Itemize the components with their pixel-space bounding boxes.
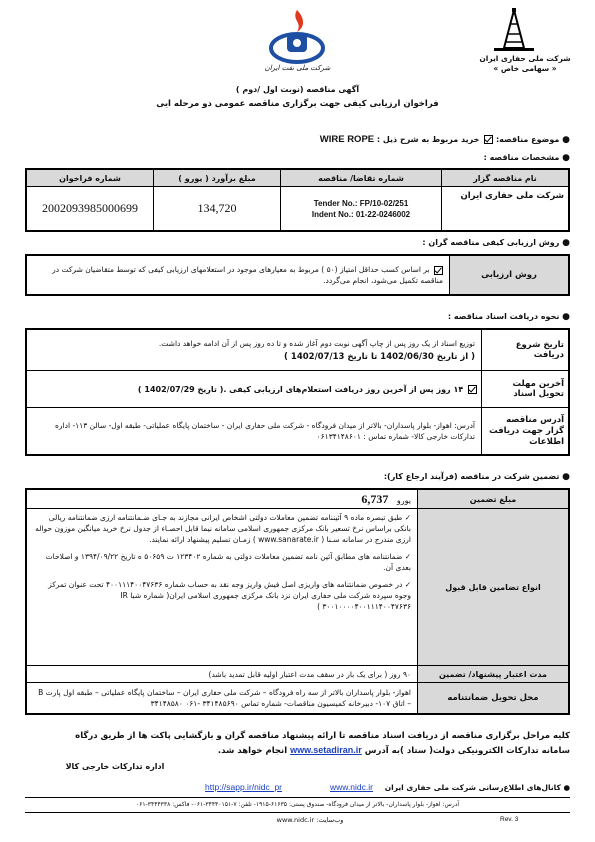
footer-divider-2 bbox=[25, 812, 570, 813]
start-title: تاریخ شروع دریافت bbox=[482, 329, 570, 371]
evaluation-text-cell bbox=[26, 255, 450, 295]
estimate-cell: 134,720 bbox=[154, 187, 281, 232]
table-row bbox=[26, 371, 569, 408]
company-name-line1: شرکت ملی حفاری ایران bbox=[479, 54, 571, 63]
guarantee-type-3: در خصوص ضمانتنامه های واریزی اصل فیش واریز وجه نقد به حساب شماره ۴۰۰۱۱۱۴۰۰۴۷۶۳۶ تحت عنوان تمرکز وجوه سپرده شرکت ملی حفاری ایران نزد بانک مرکزی جمهوری اسلامی ایران( شماره شبا IR ۳۰۰۱۰۰۰۰۴۰۰۱۱۱۴۰۰۴۷۶۳۶ ) bbox=[48, 580, 411, 611]
footer-website: وب‌سایت: www.nidc.ir bbox=[276, 816, 344, 824]
list-item: ✓ در خصوص ضمانتنامه های واریزی اصل فیش واریز وجه نقد به حساب شماره ۴۰۰۱۱۱۴۰۰۴۷۶۳۶ تحت عنوان تمرکز وجوه سپرده شرکت ملی حفاری ایران نزد بانک مرکزی جمهوری اسلامی ایران( شماره شبا IR ۳۰۰۱۰۰۰۰۴۰۰۱۱۱۴۰۰۴۷۶۳۶ ) bbox=[48, 580, 411, 611]
receipt-table bbox=[25, 328, 570, 456]
bullet-icon: ● bbox=[562, 472, 570, 482]
page-title: فراخوان ارزیابی کیفی جهت برگزاری مناقصه عمومی دو مرحله ایی bbox=[156, 99, 439, 109]
bullet-icon: ● bbox=[562, 153, 570, 163]
subject-line bbox=[200, 134, 570, 145]
bullet-icon: ● bbox=[562, 238, 570, 248]
validity-title: مدت اعتبار پیشنهاد/ تضمین bbox=[418, 666, 570, 683]
checkbox-checked-icon bbox=[434, 266, 443, 275]
checkbox-checked-icon bbox=[484, 135, 493, 144]
deadline-title: آخرین مهلت تحویل اسناد bbox=[482, 371, 570, 408]
signature: اداره تدارکات خارجی کالا bbox=[65, 762, 165, 771]
footer-address: آدرس: اهواز- بلوار پاسداران- بالاتر از میدان فرودگاه- صندوق پستی: ۶۱۶۳۵-۱۹۱۵- تلفن: ۷-۳۴۴۴۰۱۵۱-۰۶۱- فاکس: ۳۴۴۴۳۳۸-۰۶۱ bbox=[135, 801, 460, 808]
start-cell bbox=[26, 329, 482, 371]
company-name bbox=[470, 54, 580, 74]
evaluation-section-label bbox=[350, 238, 570, 248]
tender-no-cell bbox=[281, 187, 442, 232]
organizer-cell: شرکت ملی حفاری ایران bbox=[442, 187, 570, 232]
start-text: توزیع اسناد از یک روز پس از چاپ آگهی نوبت دوم آغاز شده و تا ده روز پس از آن ادامه خواهد داشت. bbox=[158, 338, 475, 348]
header-estimate: مبلغ برآورد ( یورو ) bbox=[154, 169, 281, 187]
nioc-caption: شرکت ملی نفت ایران bbox=[264, 64, 331, 72]
company-name-line2: « سهامی خاص » bbox=[493, 64, 557, 73]
subject-text: خرید مربوط به شرح ذیل : bbox=[376, 135, 480, 144]
validity-text: ۹۰ روز ( برای یک بار در سقف مدت اعتبار اولیه قابل تمدید باشد) bbox=[26, 666, 418, 683]
header-call-no: شماره فراخوان bbox=[26, 169, 154, 187]
table-row bbox=[26, 329, 569, 371]
guarantee-type-1: طبق تبصره ماده ۹ آئیننامه تضمین معاملات دولتی اشخاص ایرانی مجازند به جـای ضـمانتنامه ارزی ضمانتنامه ریالی بانکی براساس نرخ تسعیر بانک مرکزی جمهوری اسلامی سامانه نیما قابل احصـاء از جدول نرخ خرید میانگین موزون حواله ارزی مندرج در سامانه سـنا ( www.sanarate.ir ) زمـان تسلیم پیشنهاد ارائه نمایند. bbox=[35, 513, 411, 544]
notes-line1: کلیه مراحل برگزاری مناقصه از دریافت اسناد مناقصه تا ارائه پیشنهاد مناقصه گران و بازگشایی پاکت ها از طریق درگاه bbox=[75, 731, 570, 741]
notes-line2-pre: سامانه تدارکات الکترونیکی دولت( ستاد )به آدرس bbox=[364, 746, 570, 756]
table-row bbox=[26, 489, 569, 509]
table-row bbox=[26, 255, 569, 295]
evaluation-text: بر اساس کسب حداقل امتیاز (۵۰ ) مربوط به معیارهای موجود در استعلامهای ارزیابی کیفی که توسط متقاضیان شرکت در مناقصه تکمیل می‌شود، انجام می‌گردد. bbox=[52, 265, 443, 285]
call-no-cell: 2002093985000699 bbox=[26, 187, 154, 232]
types-cell bbox=[26, 509, 418, 666]
nidc-derrick-logo-icon bbox=[490, 8, 538, 54]
guarantee-type-2: ضمانتنامه های مطابق آئین نامه تضمین معاملات دولتی به شماره ۱۲۳۴۰۲ ت ۵۰۶۵۹ ه تاریخ ۱۳۹۴/۰۹/۲۲ و اصلاحات بعدی آن. bbox=[45, 552, 411, 572]
receipt-section-label bbox=[350, 312, 570, 322]
table-row bbox=[26, 683, 569, 715]
guarantee-label: تضمین شرکت در مناقصه (فرآیند ارجاع کار): bbox=[383, 472, 560, 481]
delivery-title: محل تحویل ضمانتنامه bbox=[418, 683, 570, 715]
delivery-text: اهواز- بلوار پاسداران بالاتر از سه راه فرودگاه – شرکت ملی حفاری ایران – ساختمان پایگاه عملیاتی – طبقه اول پارت B – اتاق ۱۰۷- دبیرخانه کمیسیون مناقصات- شماره تماس ۳۴۱۴۸۵۶۹۰ -۰۶۱ ۳۴۱۴۸۵۸۰ bbox=[26, 683, 418, 715]
notes-line2-post: انجام خواهد شد. bbox=[217, 746, 288, 756]
bullet-icon: ● bbox=[563, 783, 570, 792]
channels-label: کانال‌های اطلاع‌رسانی شرکت ملی حفاری ایران bbox=[384, 783, 561, 792]
header-organizer: نام مناقصه گزار bbox=[442, 169, 570, 187]
bullet-icon: ● bbox=[562, 312, 570, 322]
nidc-link[interactable]: www.nidc.ir bbox=[330, 782, 373, 792]
notes-line2 bbox=[25, 743, 570, 758]
start-range: ( از تاریخ 1402/06/30 تا تاریخ 1402/07/13 ) bbox=[284, 351, 475, 362]
receipt-label: نحوه دریافت اسناد مناقصه : bbox=[447, 312, 560, 321]
bullet-icon: ● bbox=[562, 135, 570, 145]
list-item: ✓ طبق تبصره ماده ۹ آئیننامه تضمین معاملات دولتی اشخاص ایرانی مجازند به جـای ضـمانتنامه ارزی ضمانتنامه ریالی بانکی براساس نرخ تسعیر بانک مرکزی جمهوری اسلامی سامانه نیما قابل احصـاء از جدول نرخ خرید میانگین موزون حواله ارزی مندرج در سامانه سـنا ( www.sanarate.ir ) زمـان تسلیم پیشنهاد ارائه نمایند. bbox=[35, 513, 411, 544]
tender-no: Tender No.: FP/10-02/251 bbox=[313, 198, 409, 208]
header-tender-no: شماره تقاضا/ مناقصه bbox=[281, 169, 442, 187]
evaluation-table bbox=[25, 254, 570, 296]
notes-block bbox=[25, 729, 570, 758]
amount-cell bbox=[26, 489, 418, 509]
table-row bbox=[26, 509, 569, 666]
types-title: انواع تضامین قابل قبول bbox=[418, 509, 570, 666]
specs-table bbox=[25, 168, 570, 232]
address-text: آدرس: اهواز- بلوار پاسداران- بالاتر از میدان فرودگاه - شرکت ملی حفاری ایران - ساختمان پایگاه عملیاتی- طبقه اول- سالن ۱۱۳- اداره تدارکات خارجی کالا- شماره تماس : ۰۶۱۳۴۱۴۸۶۰۱ bbox=[26, 408, 482, 456]
table-row bbox=[26, 666, 569, 683]
evaluation-label: روش ارزیابی کیفی مناقصه گران : bbox=[422, 238, 560, 247]
subject-label: موضوع مناقصه: bbox=[495, 135, 560, 144]
table-row bbox=[26, 408, 569, 456]
nioc-flame-logo-icon bbox=[267, 8, 327, 68]
evaluation-title: روش ارزیابی bbox=[450, 255, 570, 295]
indent-no: Indent No.: 01-22-0246002 bbox=[311, 209, 411, 219]
revision-label: Rev. 3 bbox=[500, 816, 519, 823]
amount-title: مبلغ تضمین bbox=[418, 489, 570, 509]
notice-label: آگهی مناقصه (نوبت اول /دوم ) bbox=[235, 85, 360, 94]
guarantee-section-label bbox=[300, 472, 570, 482]
deadline-text: ۱۴ روز پس از آخرین روز دریافت استعلام‌های ارزیابی کیفی .( تاریخ 1402/07/29 ) bbox=[137, 384, 464, 394]
subject-item: WIRE ROPE bbox=[319, 134, 375, 145]
guarantee-table bbox=[25, 488, 570, 715]
table-header-row bbox=[26, 169, 569, 187]
address-title: آدرس مناقصه گزار جهت دریافت اطلاعات bbox=[482, 408, 570, 456]
deadline-cell bbox=[26, 371, 482, 408]
amount-currency: یورو bbox=[396, 495, 411, 505]
specs-label: مشخصات مناقصه : bbox=[483, 153, 560, 162]
sapp-link[interactable]: http://sapp.ir/nidc_pr bbox=[205, 782, 283, 792]
amount-value: 6,737 bbox=[361, 491, 389, 506]
setadiran-link[interactable]: www.setadiran.ir bbox=[290, 745, 362, 755]
specs-section-label bbox=[420, 153, 570, 163]
list-item: ✓ ضمانتنامه های مطابق آئین نامه تضمین معاملات دولتی به شماره ۱۲۳۴۰۲ ت ۵۰۶۵۹ ه تاریخ ۱۳۹۴/۰۹/۲۲ و اصلاحات بعدی آن. bbox=[45, 552, 411, 572]
table-row bbox=[26, 187, 569, 232]
checkbox-checked-icon bbox=[468, 385, 477, 394]
footer-divider bbox=[25, 797, 570, 798]
